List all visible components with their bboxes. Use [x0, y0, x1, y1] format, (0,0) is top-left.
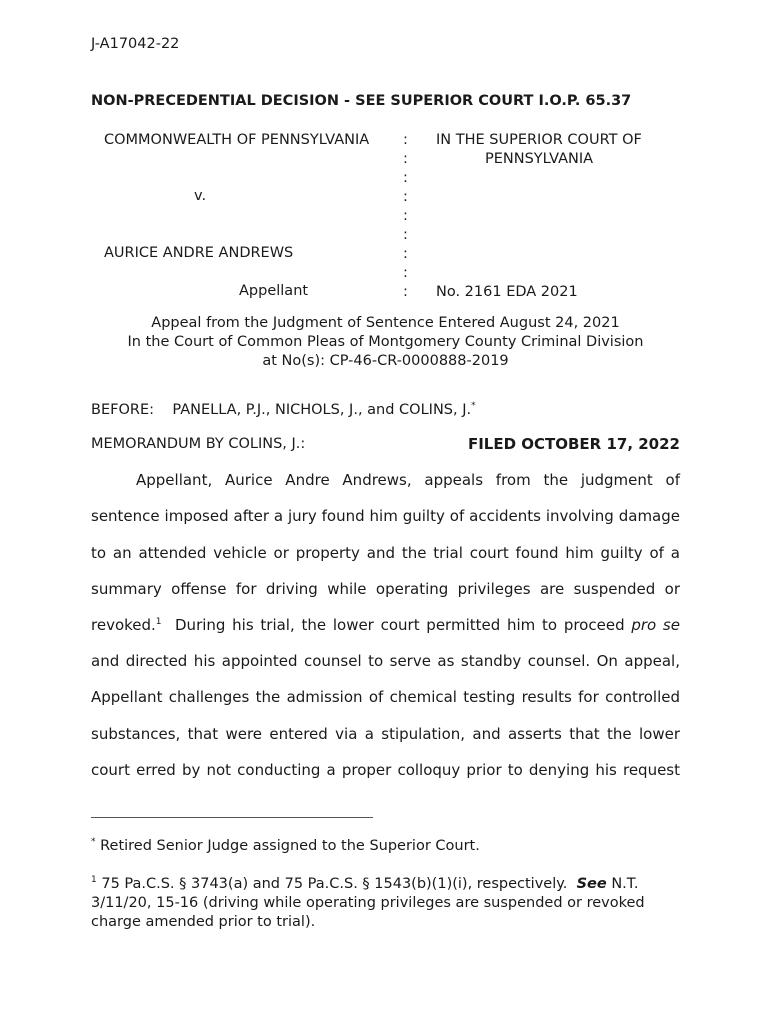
caption-party-appellant: AURICE ANDRE ANDREWS — [104, 245, 294, 261]
caption-colon: : — [403, 208, 408, 224]
caption-colon: : — [403, 132, 408, 148]
footnote-1-line1 — [91, 876, 639, 892]
footnote-star-text: Retired Senior Judge assigned to the Superior Court. — [95, 838, 480, 854]
body-line: and directed his appointed counsel to serve as standby counsel. On appeal, — [91, 652, 680, 670]
caption-court-line2: PENNSYLVANIA — [485, 151, 594, 167]
body-italic-term: pro se — [631, 616, 680, 634]
document-id: J-A17042-22 — [91, 36, 180, 52]
footnote-1-see: See — [576, 876, 607, 892]
before-label: BEFORE: — [91, 402, 154, 418]
caption-colon: : — [403, 151, 408, 167]
body-line — [91, 616, 680, 634]
caption-colon: : — [403, 170, 408, 186]
caption-party-commonwealth: COMMONWEALTH OF PENNSYLVANIA — [104, 132, 370, 148]
filed-date: FILED OCTOBER 17, 2022 — [467, 435, 680, 453]
caption-colon: : — [403, 246, 408, 262]
appeal-line2: In the Court of Common Pleas of Montgomery County Criminal Division — [127, 334, 644, 350]
nonprecedential-heading: NON-PRECEDENTIAL DECISION - SEE SUPERIOR COURT I.O.P. 65.37 — [91, 93, 632, 109]
body-line: sentence imposed after a jury found him guilty of accidents involving damage — [91, 507, 680, 525]
caption-appellant-role: Appellant — [239, 283, 309, 299]
body-line: court erred by not conducting a proper colloquy prior to denying his request — [91, 761, 680, 779]
appeal-line1: Appeal from the Judgment of Sentence Entered August 24, 2021 — [151, 315, 620, 331]
body-line: Appellant, Aurice Andre Andrews, appeals from the judgment of — [136, 471, 680, 489]
body-text: revoked. — [91, 616, 156, 634]
footnote-1-mark: 1 — [91, 875, 97, 886]
before-line — [91, 402, 476, 418]
footnote-star-mark: * — [91, 837, 96, 848]
footnote-ref: 1 — [155, 617, 162, 627]
footnote-star — [91, 838, 480, 854]
caption-colon: : — [403, 284, 408, 300]
caption-court-line1: IN THE SUPERIOR COURT OF — [436, 132, 642, 148]
memorandum-by: MEMORANDUM BY COLINS, J.: — [91, 436, 306, 452]
caption-docket-number: No. 2161 EDA 2021 — [436, 284, 578, 300]
body-line: substances, that were entered via a stipulation, and asserts that the lower — [91, 725, 680, 743]
body-line: Appellant challenges the admission of chemical testing results for controlled — [91, 688, 680, 706]
appeal-line3: at No(s): CP-46-CR-0000888-2019 — [262, 353, 509, 369]
caption-versus: v. — [194, 188, 207, 204]
footnote-1-line3: charge amended prior to trial). — [91, 914, 316, 930]
body-line: summary offense for driving while operating privileges are suspended or — [91, 580, 680, 598]
body-text: During his trial, the lower court permitted him to proceed — [161, 616, 632, 634]
body-line: to an attended vehicle or property and the trial court found him guilty of a — [91, 544, 680, 562]
caption-colon: : — [403, 189, 408, 205]
caption-colon: : — [403, 265, 408, 281]
footnote-1-text: 75 Pa.C.S. § 3743(a) and 75 Pa.C.S. § 1543(b)(1)(i), respectively. — [96, 876, 577, 892]
caption-colon: : — [403, 227, 408, 243]
before-footnote-mark: * — [471, 401, 476, 412]
footnote-1-line2: 3/11/20, 15-16 (driving while operating privileges are suspended or revoked — [91, 895, 645, 911]
panel-judges: PANELLA, P.J., NICHOLS, J., and COLINS, J. — [172, 402, 472, 418]
footnote-1-text: N.T. — [606, 876, 639, 892]
footnote-divider — [91, 817, 373, 818]
